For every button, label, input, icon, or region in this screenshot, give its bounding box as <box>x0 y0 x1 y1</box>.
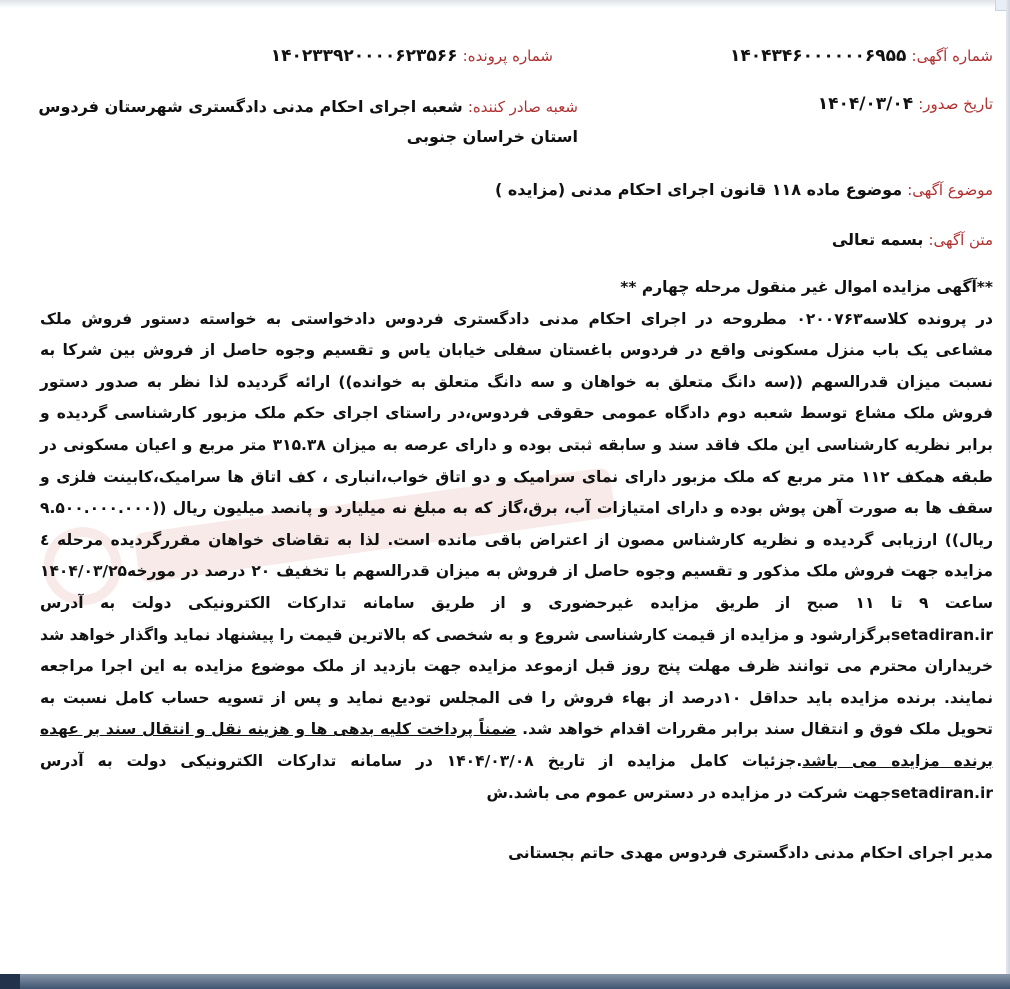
window-top-edge <box>0 0 1010 8</box>
file-number <box>271 46 553 66</box>
body-paragraph-4: جهت شرکت در مزایده در دسترس عموم می باشد.ش <box>486 783 891 802</box>
bottom-bar-knob <box>0 974 20 989</box>
body-paragraph-3: .جزئیات کامل مزایده از تاریخ ۱۴۰۴/۰۳/۰۸ در سامانه تدارکات الکترونیکی دولت به آدرس <box>40 751 803 770</box>
website-address-1: setadiran.ir <box>891 625 993 644</box>
announcement-text-header <box>832 230 993 249</box>
body-paragraph-2: برگزارشود و مزایده از قیمت کارشناسی شروع و به شخصی که بالاترین قیمت را پیشنهاد نماید واگذار خواهد شد خریداران محترم می توانند ظرف مهلت پنج روز قبل ازموعد مزایده جهت بازدید از ملک موضوع مزایده به این اجرا مراجعه نمایند. برنده مزایده باید حداقل ۱۰درصد از بهاء فروش را فی المجلس توديع نماید و پس از تسویه حساب کامل نسبت به تحویل ملک فوق و انتقال سند برابر مقررات اقدام خواهد شد. <box>40 625 994 739</box>
website-address-2: setadiran.ir <box>891 783 993 802</box>
signature-line: مدیر اجرای احکام مدنی دادگستری فردوس مهدی حاتم بجستانی <box>508 844 993 862</box>
text-label: متن آگهی: <box>928 231 993 249</box>
announcement-number-value: ۱۴۰۴۳۴۶۰۰۰۰۰۰۶۹۵۵ <box>730 46 907 66</box>
announcement-body <box>40 272 993 809</box>
subject-value: موضوع ماده ۱۱۸ قانون اجرای احکام مدنی (مزایده ) <box>494 180 903 199</box>
opening-phrase: بسمه تعالی <box>831 230 924 249</box>
issuing-branch-value: شعبه اجرای احکام مدنی دادگستری شهرستان فردوس استان خراسان جنوبی <box>38 97 578 146</box>
issue-date <box>818 94 993 114</box>
file-number-value: ۱۴۰۲۳۳۹۲۰۰۰۰۶۲۳۵۶۶ <box>270 46 458 66</box>
auction-heading: **آگهی مزایده اموال غیر منقول مرحله چهارم ** <box>620 278 993 296</box>
subject-label: موضوع آگهی: <box>907 181 993 199</box>
window-bottom-bar <box>0 974 1010 989</box>
issue-date-label: تاریخ صدور: <box>918 95 993 113</box>
announcement-subject <box>495 180 993 199</box>
announcement-number <box>730 46 993 66</box>
announcement-number-label: شماره آگهی: <box>911 47 993 65</box>
file-number-label: شماره پرونده: <box>462 47 553 65</box>
body-paragraph-1: در پرونده کلاسه۰۲۰۰۷۶۳ مطروحه در اجرای احکام مدنی دادگستری فردوس دادخواستی به خواسته دستور فروش ملک مشاعی یک باب منزل مسکونی واقع در فردوس باغستان سفلی خیابان یاس و تقسیم وجوه حاصل از فروش بین شرکا به نسبت میزان قدرالسهم ((سه دانگ متعلق به خواهان و سه دانگ متعلق به خوانده)) ارائه گردیده لذا نظر به صدور دستور فروش ملک مشاع توسط شعبه دوم دادگاه عمومی حقوقی فردوس،در راستای اجرای حکم ملک مزبور کارشناسی گردیده و برابر نظریه کارشناسی این ملک فاقد سند و سابقه ثبتی بوده و دارای عرصه به میزان ۳۱۵.۳۸ متر مربع و اعیان مسکونی در طبقه همکف ۱۱۲ متر مربع که ملک مزبور دارای نمای سرامیک و دو اتاق خواب،انباری ، کف اتاق ها سرامیک،کابینت فلزی و سقف ها به صورت آهن پوش بوده و دارای امتیازات آب، برق،گاز که به مبلغ نه میلیارد و پانصد میلیون ریال ((۹.۵۰۰.۰۰۰.۰۰۰ ریال)) ارزیابی گردیده و نظریه کارشناس مصون از اعتراض باقی مانده است. لذا به تقاضای خواهان مقررگردیده مرحله ٤ مزایده جهت فروش ملک مذکور و تقسیم وجوه حاصل از فروش به میزان قدرالسهم با تخفیف ۲۰ درصد در مورخه۱۴۰۴/۰۳/۲۵ ساعت ۹ تا ۱۱ صبح از طریق مزایده غیرحضوری و از طریق سامانه تدارکات الکترونیکی دولت به آدرس <box>40 309 994 612</box>
window-corner <box>995 0 1006 11</box>
issue-date-value: ۱۴۰۴/۰۳/۰۴ <box>817 94 914 114</box>
issuing-branch-label: شعبه صادر کننده: <box>467 98 578 116</box>
window-right-edge <box>1006 0 1010 974</box>
underlined-notice: ضمناً پرداخت کلیه بدهی ها و هزینه نقل و انتقال سند بر عهده برنده مزایده می باشد <box>40 720 993 770</box>
issuing-branch <box>38 92 578 152</box>
